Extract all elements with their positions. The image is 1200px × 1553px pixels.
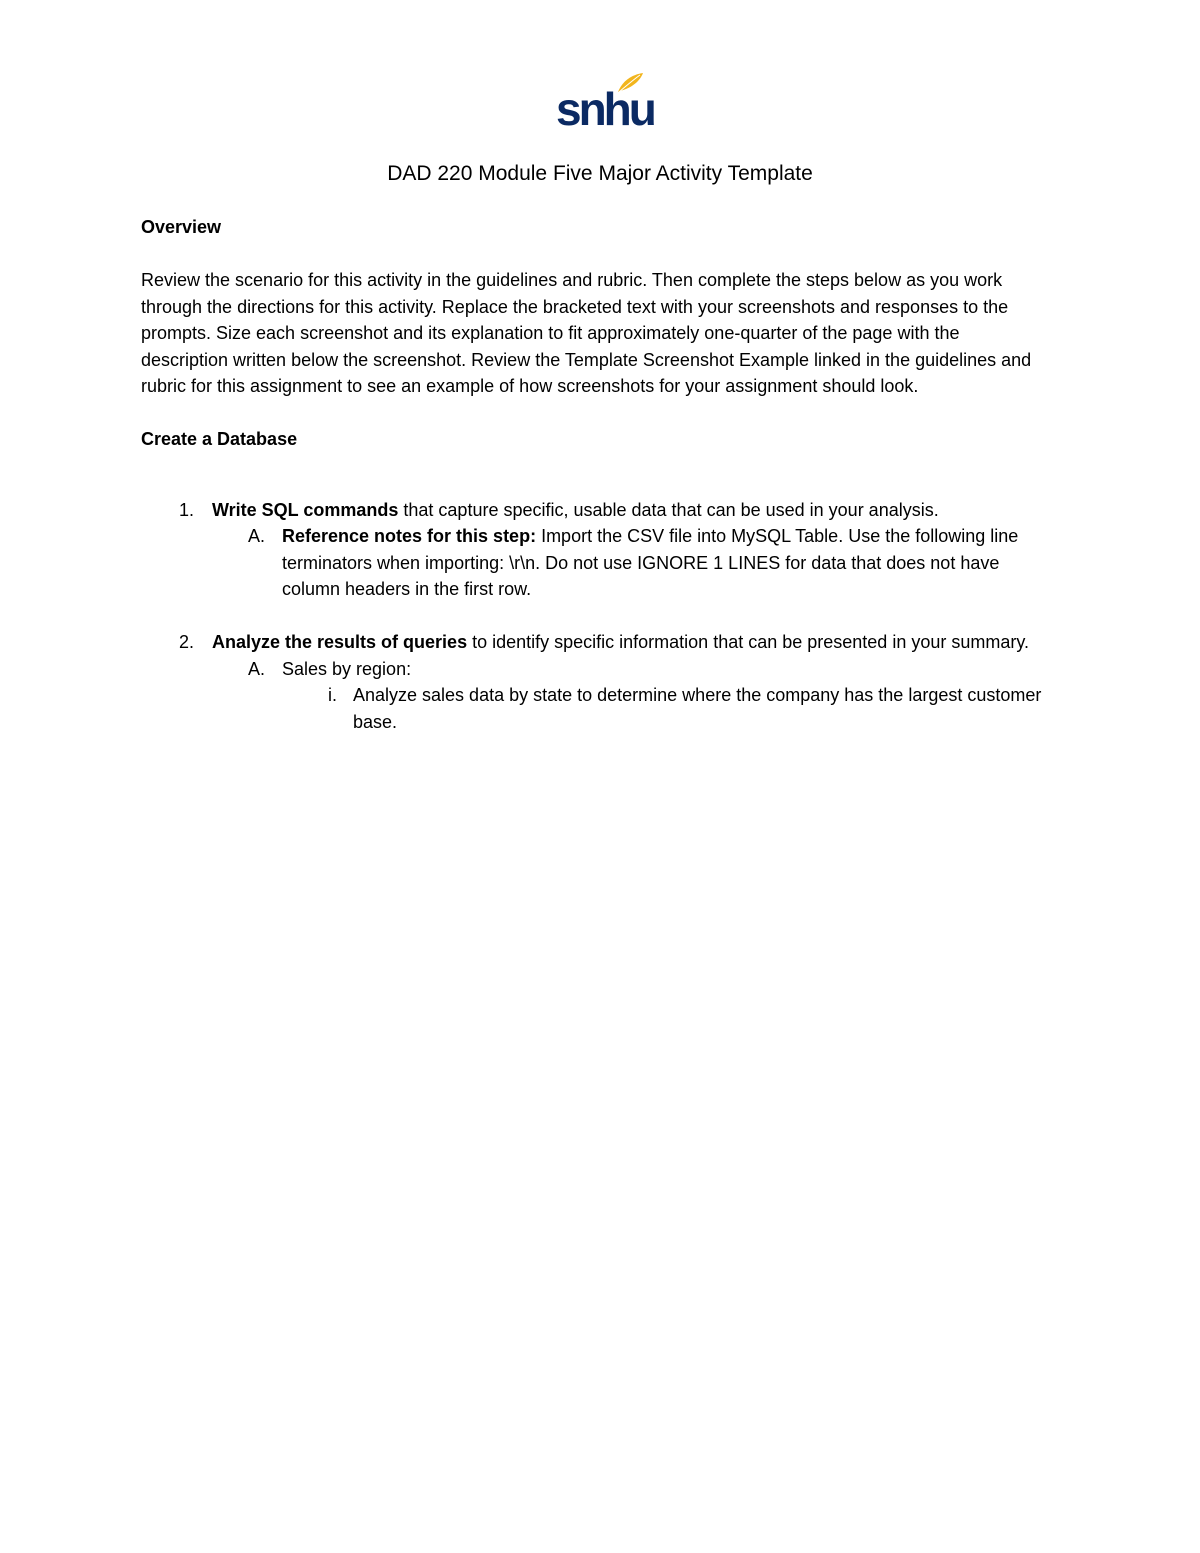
step-1-text: that capture specific, usable data that can be used in your analysis. (398, 499, 939, 520)
step-1a-text: Import the CSV file into MySQL Table. Use the following line terminators when importing: \r\n. Do not use IGNORE 1 LINES for data that does not have column headers in the first row. (282, 526, 1019, 599)
list-letter: A. (247, 526, 265, 546)
list-item-step-1 (141, 497, 1051, 524)
overview-heading: Overview (141, 217, 222, 237)
overview-paragraph: Review the scenario for this activity in the guidelines and rubric. Then complete the steps below as you work through the directions for this activity. Replace the bracketed text with your screenshots and responses to the prompts. Size each screenshot and its explanation to fit approximately one-quarter of the page with the description written below the screenshot. Review the Template Screenshot Example linked in the guidelines and rubric for this assignment to see an example of how screenshots for your assignment should look. (141, 270, 1032, 396)
list-item-step-2 (141, 629, 1051, 656)
snhu-logo (556, 72, 654, 135)
create-database-heading: Create a Database (141, 429, 298, 449)
list-item-step-2a (141, 656, 1051, 683)
step-2-text: to identify specific information that can be presented in your summary. (467, 632, 1030, 652)
list-number: 2. (178, 632, 194, 652)
list-letter: A. (247, 658, 265, 679)
document-title: DAD 220 Module Five Major Activity Template (387, 162, 813, 185)
list-item-step-2a-i (141, 682, 1051, 735)
step-1a-bold-text: Reference notes for this step: (282, 526, 537, 546)
step-2a-i-text: Analyze sales data by state to determine where the company has the largest customer base. (353, 685, 1042, 732)
step-2a-text: Sales by region: (282, 658, 412, 679)
list-numeral: i. (328, 685, 337, 705)
document-body (141, 214, 1051, 735)
list-number: 1. (178, 499, 194, 520)
list-item-step-1a (141, 523, 1051, 603)
logo-wordmark: snhu (556, 83, 654, 135)
step-2-bold-text: Analyze the results of queries (212, 632, 468, 652)
step-1-bold-text: Write SQL commands (212, 499, 399, 520)
